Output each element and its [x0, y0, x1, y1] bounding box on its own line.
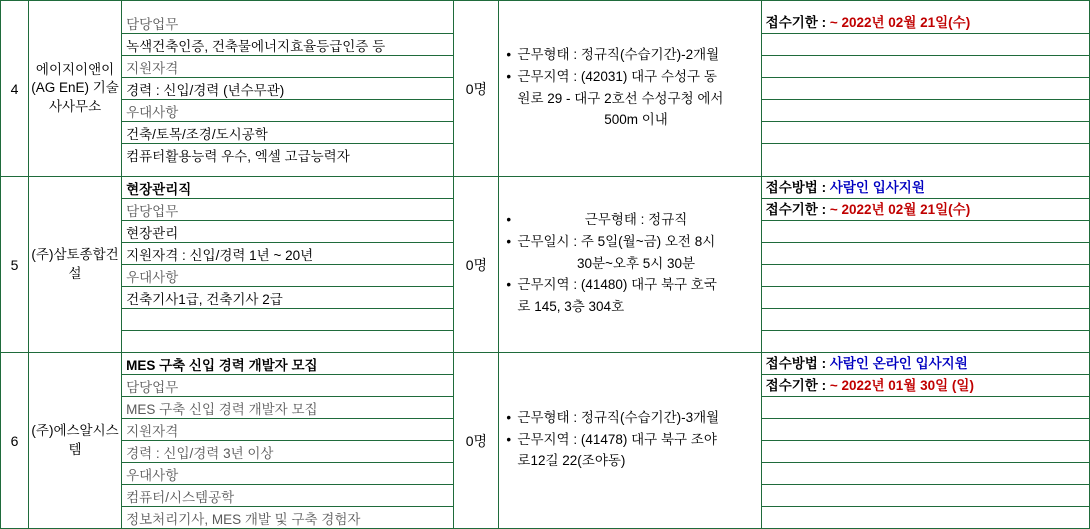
detail-line: 지원자격 — [122, 419, 453, 441]
job-detail-cell — [122, 1, 454, 177]
detail-line: MES 구축 신입 경력 개발자 모집 — [122, 353, 453, 375]
apply-line-value: ~ 2022년 01월 30일 (일) — [829, 378, 974, 393]
detail-line — [122, 331, 453, 353]
apply-line — [762, 12, 1089, 34]
condition-line: 500m 이내 — [604, 112, 668, 128]
table-row — [1, 1, 1090, 177]
apply-info-cell — [761, 177, 1089, 353]
condition-line: • 근무일시 : 주 5일(월~금) 오전 8시 — [505, 232, 754, 253]
apply-line-label: 접수방법 : — [765, 356, 827, 371]
apply-line — [762, 199, 1089, 221]
apply-info-cell — [761, 353, 1089, 529]
apply-line — [762, 34, 1089, 56]
detail-line: 녹색건축인증, 건축물에너지효율등급인증 등 — [122, 34, 453, 56]
condition-line: • 근무형태 : 정규직(수습기간)-3개월 — [505, 408, 754, 429]
row-number: 5 — [1, 177, 29, 353]
company-name: 에이지이앤이 (AG EnE) 기술사사무소 — [29, 1, 122, 177]
row-number: 6 — [1, 353, 29, 529]
apply-line-label: 접수기한 : — [765, 378, 827, 393]
condition-line: • 근무지역 : (41480) 대구 북구 호국 — [505, 275, 754, 296]
job-detail-cell — [122, 177, 454, 353]
detail-line: MES 구축 신입 경력 개발자 모집 — [122, 397, 453, 419]
detail-line: 지원자격 : 신입/경력 1년 ~ 20년 — [122, 243, 453, 265]
condition-line: 30분~오후 5시 30분 — [576, 255, 696, 271]
detail-line: 지원자격 — [122, 56, 453, 78]
detail-line: 담당업무 — [122, 375, 453, 397]
table-body — [1, 1, 1090, 529]
condition-line: • 근무형태 : 정규직 — [505, 210, 754, 231]
apply-line — [762, 397, 1089, 419]
detail-line: 정보처리기사, MES 개발 및 구축 경험자 — [126, 511, 361, 527]
apply-line — [762, 122, 1089, 144]
headcount: 0명 — [454, 353, 499, 529]
company-name: (주)에스알시스템 — [29, 353, 122, 529]
condition-line: • 근무지역 : (41478) 대구 북구 조야 — [505, 430, 754, 451]
detail-line: 건축기사1급, 건축기사 2급 — [122, 287, 453, 309]
apply-line — [762, 485, 1089, 507]
apply-line — [762, 287, 1089, 309]
detail-line: 우대사항 — [122, 100, 453, 122]
company-name: (주)삼토종합건설 — [29, 177, 122, 353]
apply-line — [762, 78, 1089, 100]
detail-line: 담당업무 — [122, 199, 453, 221]
detail-line: 우대사항 — [122, 463, 453, 485]
apply-line — [762, 419, 1089, 441]
row-number: 4 — [1, 1, 29, 177]
detail-line: 현장관리직 — [122, 177, 453, 199]
work-conditions-cell — [499, 353, 761, 529]
apply-line — [762, 507, 1089, 528]
detail-line: 경력 : 신입/경력 3년 이상 — [122, 441, 453, 463]
apply-line-label: 접수기한 : — [765, 15, 827, 30]
apply-line — [762, 331, 1089, 352]
apply-line — [762, 441, 1089, 463]
condition-line: 로 145, 3층 304호 — [517, 299, 625, 315]
detail-line: 컴퓨터활용능력 우수, 엑셀 고급능력자 — [126, 148, 350, 164]
condition-line: • 근무지역 : (42031) 대구 수성구 동 — [505, 67, 754, 88]
table-row — [1, 177, 1090, 353]
detail-line: 건축/토목/조경/도시공학 — [122, 122, 453, 144]
detail-line — [122, 309, 453, 331]
apply-line — [762, 243, 1089, 265]
job-detail-cell — [122, 353, 454, 529]
apply-line — [762, 265, 1089, 287]
apply-line — [762, 144, 1089, 165]
apply-line — [762, 375, 1089, 397]
detail-line: 경력 : 신입/경력 (년수무관) — [122, 78, 453, 100]
apply-line-value: 사람인 입사지원 — [829, 180, 925, 195]
apply-line — [762, 463, 1089, 485]
apply-info-cell — [761, 1, 1089, 177]
work-conditions-cell — [499, 1, 761, 177]
apply-line-value: ~ 2022년 02월 21일(수) — [829, 15, 971, 30]
detail-line: 컴퓨터/시스템공학 — [122, 485, 453, 507]
condition-line: • 근무형태 : 정규직(수습기간)-2개월 — [505, 45, 754, 66]
apply-line-value: ~ 2022년 02월 21일(수) — [829, 202, 971, 217]
apply-line — [762, 56, 1089, 78]
detail-line: 담당업무 — [122, 12, 453, 34]
headcount: 0명 — [454, 177, 499, 353]
apply-line — [762, 177, 1089, 199]
apply-line-label: 접수기한 : — [765, 202, 827, 217]
condition-line: 원로 29 - 대구 2호선 수성구청 에서 — [517, 90, 724, 106]
apply-line-label: 접수방법 : — [765, 180, 827, 195]
condition-line: 로12길 22(조야동) — [517, 453, 626, 469]
apply-line-value: 사람인 온라인 입사지원 — [829, 356, 968, 371]
headcount: 0명 — [454, 1, 499, 177]
apply-line — [762, 309, 1089, 331]
apply-line — [762, 221, 1089, 243]
detail-line: 현장관리 — [122, 221, 453, 243]
table-row — [1, 353, 1090, 529]
apply-line — [762, 100, 1089, 122]
detail-line: 우대사항 — [122, 265, 453, 287]
apply-line — [762, 353, 1089, 375]
work-conditions-cell — [499, 177, 761, 353]
